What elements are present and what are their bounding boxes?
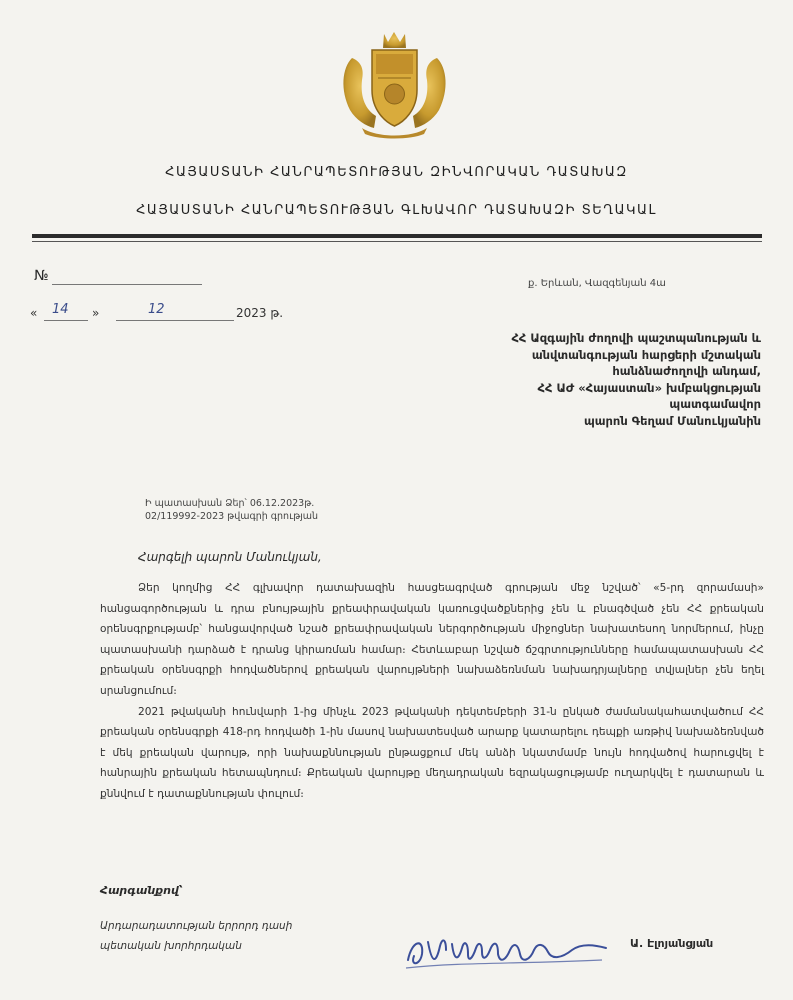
closing-respectfully: Հարգանքով՝ (100, 884, 183, 897)
addressee-line: ՀՀ Ազգային ժողովի պաշտպանության և (511, 331, 761, 345)
reference-line-2: 02/119992-2023 թվագրի գրության (145, 511, 319, 522)
body-paragraph-2: 2021 թվականի հունվարի 1-ից մինչև 2023 թվականի դեկտեմբերի 31-ն ընկած ժամանակահատվածում ՀՀ քրեական օրենսգրքի 418-րդ հոդվածի 1-ին մասով նախատեսված արարք կատարելու դեպքի առթիվ նախաձեռնված է մեկ քրեական վարույթ, որի նախաքննության ընթացքում մեկ անձի նկատմամբ նույն հոդվածով հարուցվել է հանրային քրեական հետապնդում։ Քրեական վարույթը մեղադրական եզրակացությամբ ուղարկվել է դատարան և քննվում է դատաքննության փուլում։ (100, 705, 764, 800)
header-divider-thick (32, 234, 762, 238)
organization-name-line-1: ՀԱՅԱՍՏԱՆԻ ՀԱՆՐԱՊԵՏՈՒԹՅԱՆ ԶԻՆՎՈՐԱԿԱՆ ԴԱՏԱԽԱԶ (165, 165, 628, 180)
date-open-quote: « (30, 306, 38, 320)
reference-note (145, 497, 318, 523)
addressee-line: հանձնաժողովի անդամ, (612, 364, 761, 378)
salutation: Հարգելի պարոն Մանուկյան, (138, 550, 322, 564)
addressee-line: պարոն Գեղամ Մանուկյանին (583, 413, 761, 428)
signer-title-line-1: Արդարադատության երրորդ դասի (100, 920, 293, 932)
date-month: 12 (148, 302, 165, 317)
addressee-line: պատգամավոր (669, 397, 761, 411)
header-divider-thin (32, 241, 762, 242)
handwritten-signature-icon (402, 920, 612, 980)
reference-line-1: Ի պատասխան Ձեր՝ 06.12.2023թ. (145, 498, 315, 509)
date-month-blank (116, 320, 234, 321)
date-day-blank (44, 320, 88, 321)
signer-name: Ա. Էլոյանցյան (630, 937, 714, 950)
signer-title-line-2: պետական խորհրդական (100, 940, 242, 952)
armenia-coat-of-arms-icon (332, 28, 457, 140)
city-address: ք. Երևան, Վազգենյան 4ա (528, 278, 666, 289)
addressee-line: անվտանգության հարցերի մշտական (531, 347, 761, 362)
document-date (30, 302, 290, 328)
document-number-label: № (34, 268, 49, 284)
signer-title (100, 916, 292, 956)
addressee-line: ՀՀ ԱԺ «Հայաստան» խմբակցության (537, 380, 761, 395)
date-close-quote: » (92, 306, 100, 320)
document-number-blank (52, 284, 202, 285)
organization-name-line-2: ՀԱՅԱՍՏԱՆԻ ՀԱՆՐԱՊԵՏՈՒԹՅԱՆ ԳԼԽԱՎՈՐ ԴԱՏԱԽԱԶԻ ՏԵՂԱԿԱԼ (136, 203, 657, 218)
letter-body (100, 578, 764, 805)
date-year: 2023 թ. (236, 306, 284, 320)
body-paragraph-1: Ձեր կողմից ՀՀ գլխավոր դատախազին հասցեագրված գրության մեջ նշված՝ «5-րդ զորամասի» հանցագործության և դրա բնույթային քրեափրավական կառուցվածքներից չեն և բնագծված չեն ՀՀ քրեական օրենսգրքությամբ՝ հանցավորված նշած քրեափրավական ներգործության միջոցներ նախատեսող նորմերում, ինչը պատասխանի դարձած է դրանց կիրառման համար։ Հետևաբար նշված ճշգրտությունները համապատասխան ՀՀ քրեական օրենսգրքի հոդվածներով քրեական վարույթների նախաձեռնման նախադրյալները տվյալներ չեն եղել սրանցումում։ (100, 582, 764, 697)
addressee-block (441, 330, 761, 429)
date-day: 14 (52, 302, 69, 317)
